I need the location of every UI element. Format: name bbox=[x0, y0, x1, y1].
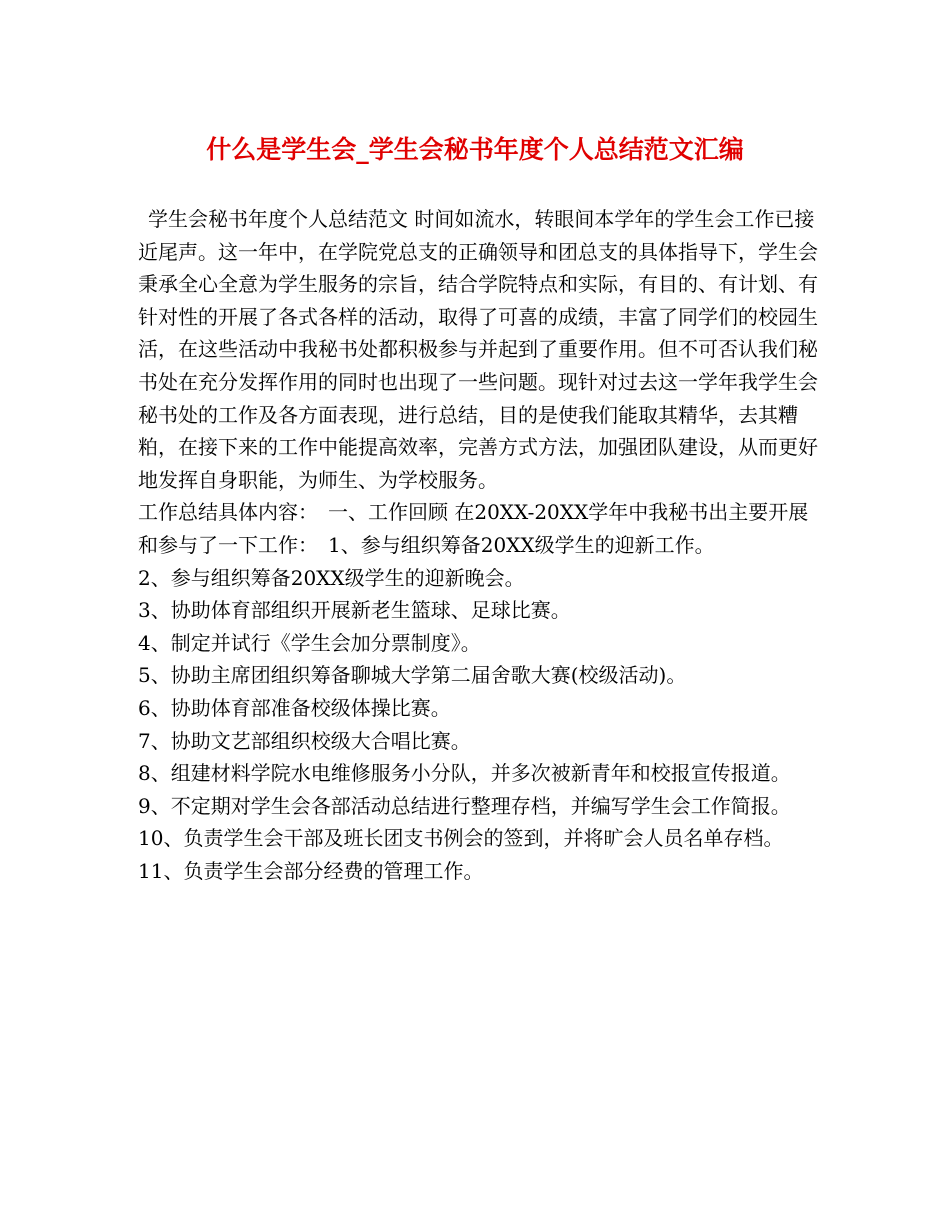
list-item: 3、协助体育部组织开展新老生篮球、足球比赛。 bbox=[138, 598, 571, 623]
list-item: 11、负责学生会部分经费的管理工作。 bbox=[138, 858, 484, 883]
page-title: 什么是学生会_学生会秘书年度个人总结范文汇编 bbox=[206, 135, 744, 164]
list-item: 4、制定并试行《学生会加分票制度》。 bbox=[138, 630, 481, 655]
list-item: 8、组建材料学院水电维修服务小分队，并多次被新青年和校报宣传报道。 bbox=[138, 761, 791, 786]
list-item: 9、不定期对学生会各部活动总结进行整理存档，并编写学生会工作简报。 bbox=[138, 793, 791, 818]
list-item: 2、参与组织筹备20XX级学生的迎新晚会。 bbox=[138, 565, 525, 590]
intro-paragraph: 学生会秘书年度个人总结范文 时间如流水，转眼间本学年的学生会工作已接近尾声。这一年中，在学院党总支的正确领导和团总支的具体指导下，学生会秉承全心全意为学生服务的宗旨，结合学院特点和实际，有目的、有计划、有针对性的开展了各式各样的活动，取得了可喜的成绩，丰富了同学们的校园生活，在这些活动中我秘书处都积极参与并起到了重要作用。但不可否认我们秘书处在充分发挥作用的同时也出现了一些问题。现针对过去这一学年我学生会秘书处的工作及各方面表现，进行总结，目的是使我们能取其精华，去其糟粕，在接下来的工作中能提高效率，完善方式方法，加强团队建设，从而更好地发挥自身职能，为师生、为学校服务。 bbox=[138, 207, 818, 492]
list-item: 6、协助体育部准备校级体操比赛。 bbox=[138, 695, 451, 720]
list-item: 10、负责学生会干部及班长团支书例会的签到，并将旷会人员名单存档。 bbox=[138, 826, 784, 851]
list-item: 5、协助主席团组织筹备聊城大学第二届舍歌大赛(校级活动)。 bbox=[138, 663, 687, 688]
document-body bbox=[138, 203, 818, 919]
summary-intro-paragraph: 工作总结具体内容： 一、工作回顾 在20XX-20XX学年中我秘书出主要开展和参与了一下工作： 1、参与组织筹备20XX级学生的迎新工作。 bbox=[138, 500, 809, 557]
list-item: 7、协助文艺部组织校级大合唱比赛。 bbox=[138, 728, 471, 753]
